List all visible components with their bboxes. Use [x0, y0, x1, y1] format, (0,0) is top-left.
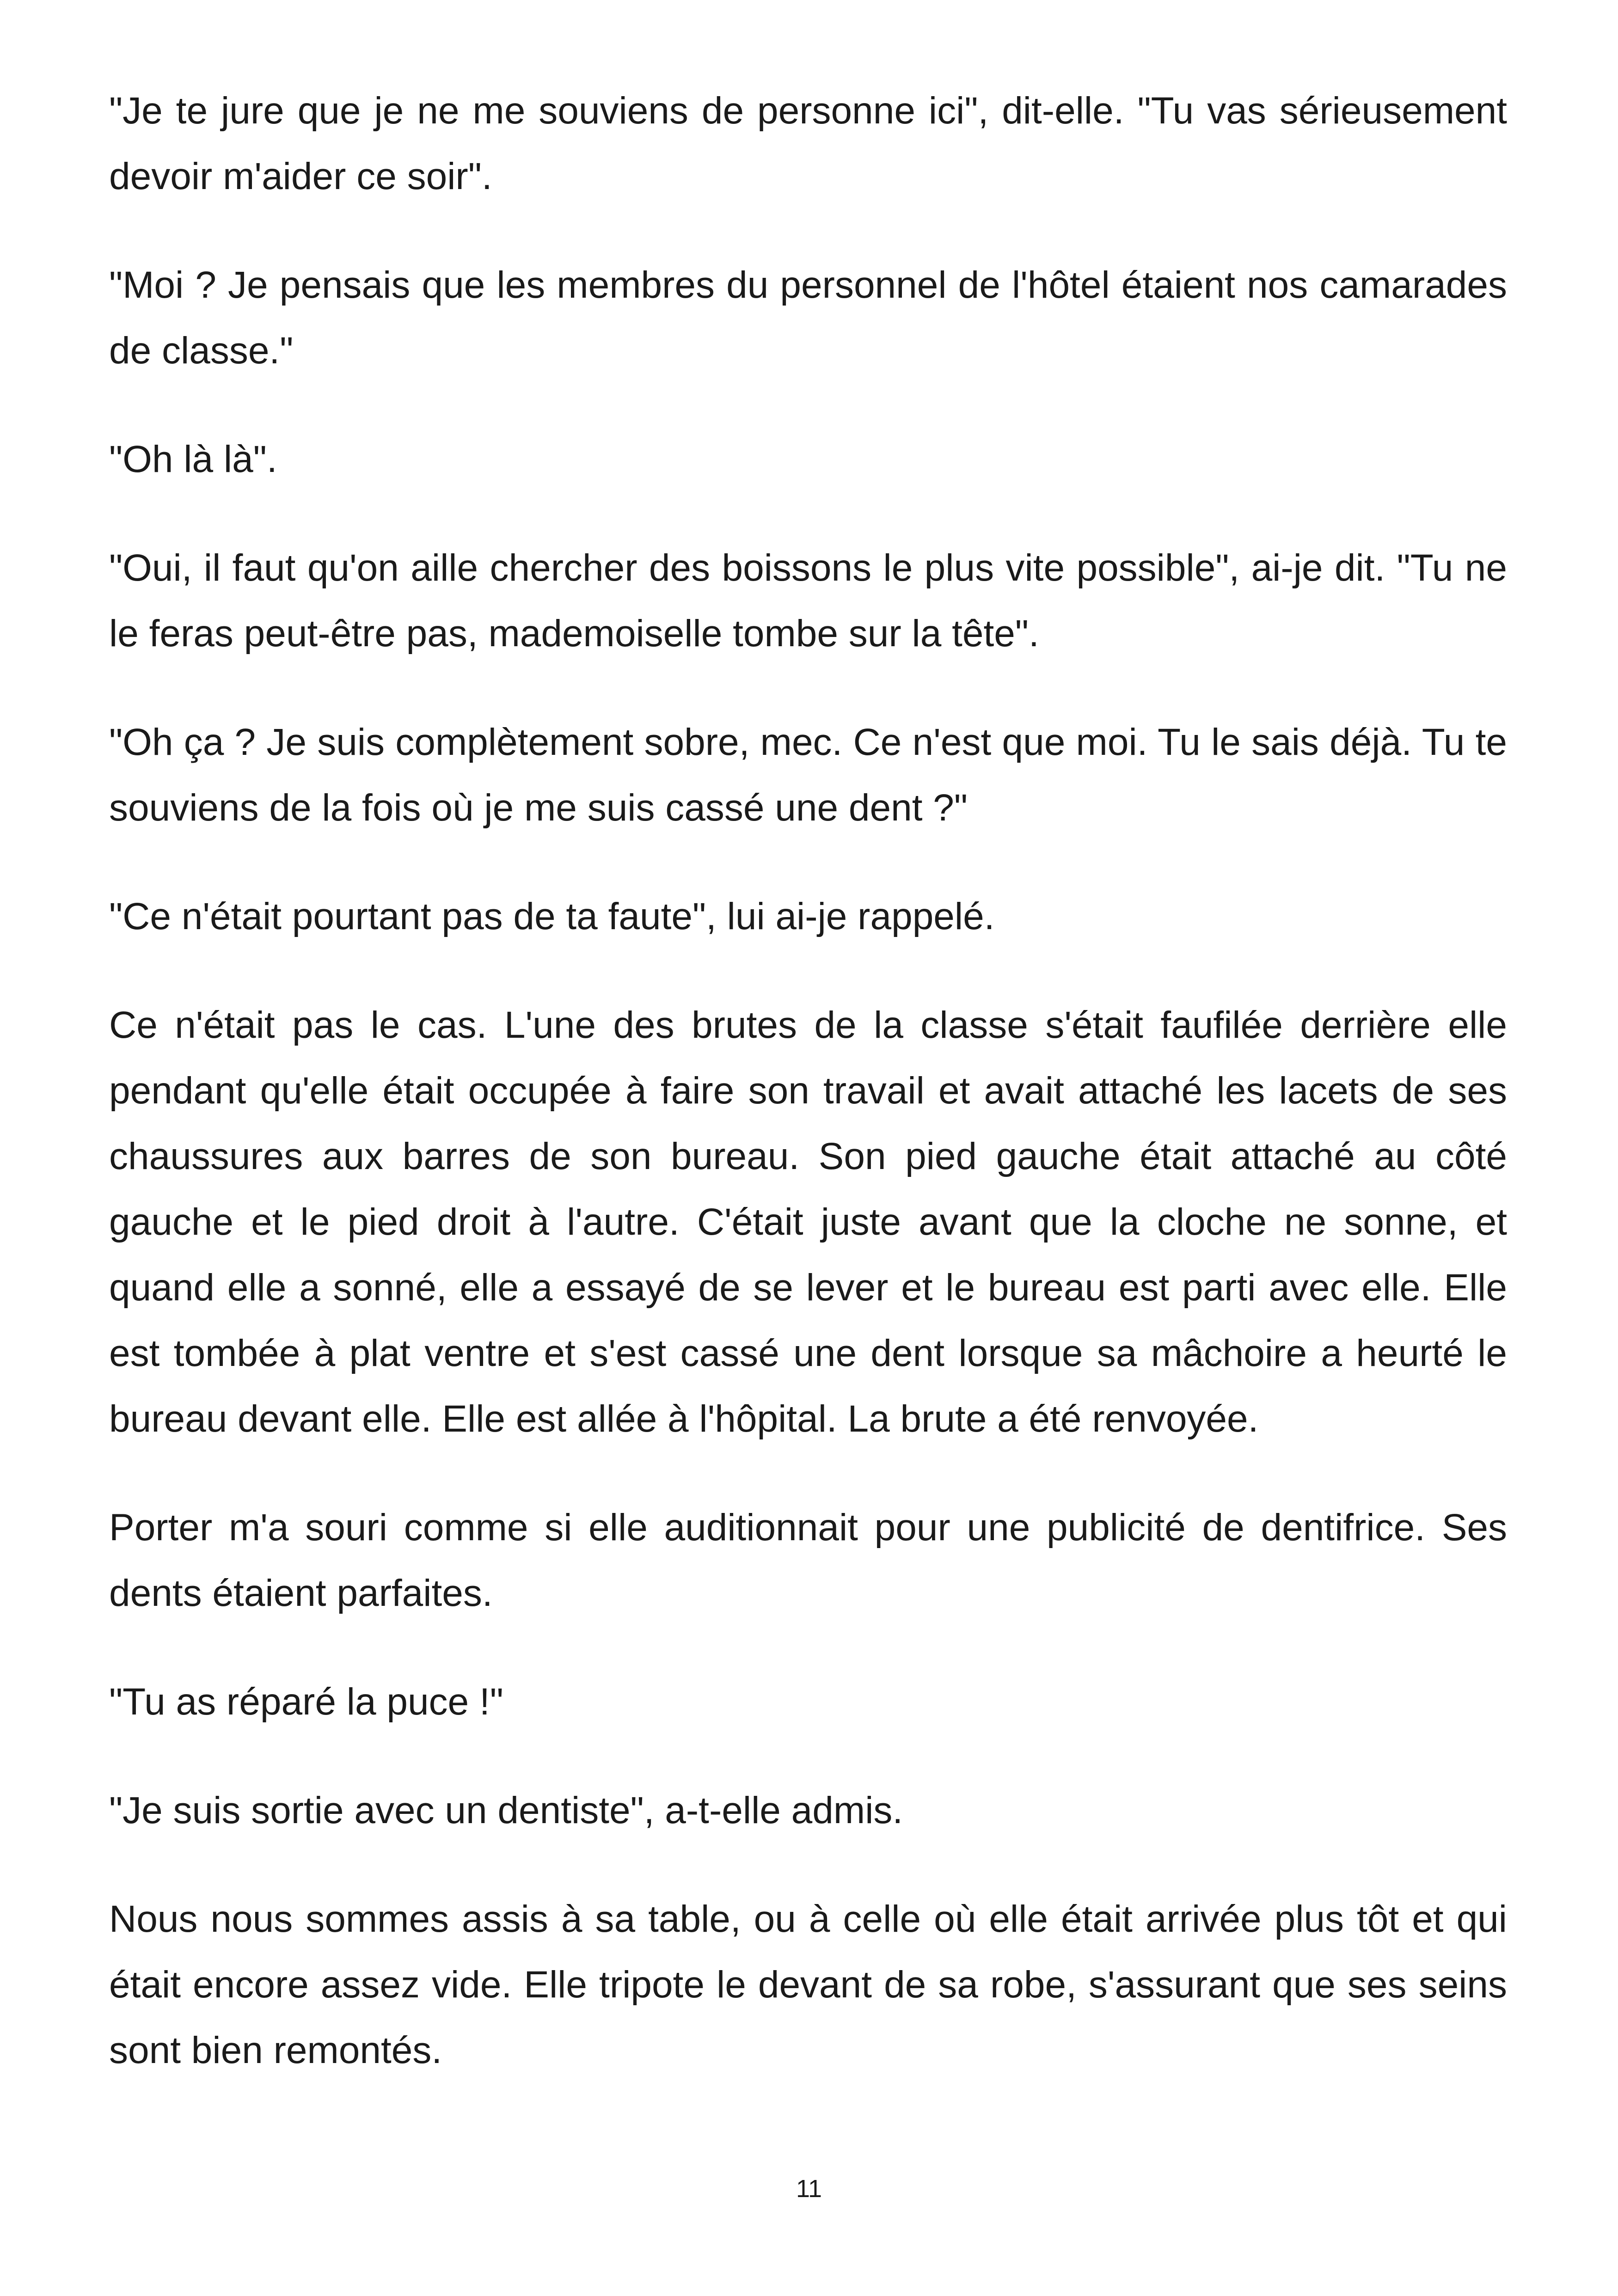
paragraph: "Je suis sortie avec un dentiste", a-t-elle admis. — [109, 1789, 903, 1831]
paragraph: "Moi ? Je pensais que les membres du personnel de l'hôtel étaient nos camarades de classe." — [109, 264, 1507, 372]
paragraph: "Oh là là". — [109, 438, 277, 480]
body-text — [109, 78, 1507, 2083]
paragraph: "Tu as réparé la puce !" — [109, 1681, 503, 1723]
paragraph: "Oh ça ? Je suis complètement sobre, mec. Ce n'est que moi. Tu le sais déjà. Tu te souviens de la fois où je me suis cassé une dent ?" — [109, 721, 1507, 829]
paragraph: Porter m'a souri comme si elle auditionnait pour une publicité de dentifrice. Ses dents étaient parfaites. — [109, 1506, 1507, 1614]
paragraph: Ce n'était pas le cas. L'une des brutes de la classe s'était faufilée derrière elle pendant qu'elle était occupée à faire son travail et avait attaché les lacets de ses chaussures aux barres de son bureau. Son pied gauche était attaché au côté gauche et le pied droit à l'autre. C'était juste avant que la cloche ne sonne, et quand elle a sonné, elle a essayé de se lever et le bureau est parti avec elle. Elle est tombée à plat ventre et s'est cassé une dent lorsque sa mâchoire a heurté le bureau devant elle. Elle est allée à l'hôpital. La brute a été renvoyée. — [109, 1004, 1507, 1440]
paragraph: "Ce n'était pourtant pas de ta faute", lui ai-je rappelé. — [109, 895, 995, 937]
page-number: 11 — [796, 2175, 822, 2203]
paragraph: "Oui, il faut qu'on aille chercher des boissons le plus vite possible", ai-je dit. "Tu ne le feras peut-être pas, mademoiselle tombe sur la tête". — [109, 547, 1507, 655]
paragraph: Nous nous sommes assis à sa table, ou à celle où elle était arrivée plus tôt et qui était encore assez vide. Elle tripote le devant de sa robe, s'assurant que ses seins sont bien remontés. — [109, 1898, 1507, 2071]
paragraph: "Je te jure que je ne me souviens de personne ici", dit-elle. "Tu vas sérieusement devoir m'aider ce soir". — [109, 90, 1507, 197]
